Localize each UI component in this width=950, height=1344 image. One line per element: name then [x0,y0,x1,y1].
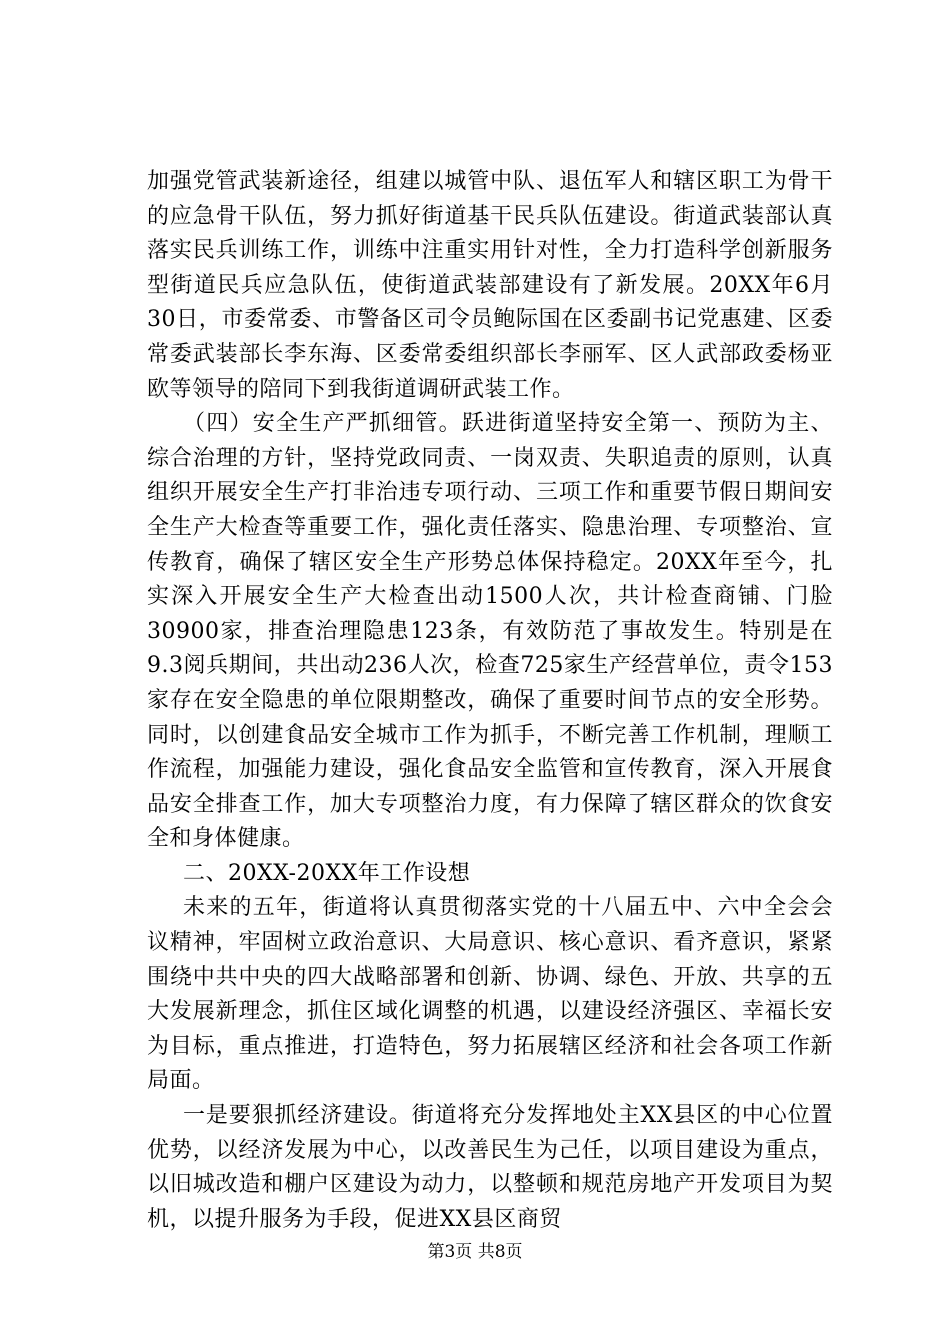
paragraph-five-year-outlook: 未来的五年，街道将认真贯彻落实党的十八届五中、六中全会会议精神，牢固树立政治意识、大局意识、核心意识、看齐意识，紧紧围绕中共中央的四大战略部署和创新、协调、绿色、开放、共享的五大发展新理念，抓住区域化调整的机遇，以建设经济强区、幸福长安为目标，重点推进，打造特色，努力拓展辖区经济和社会各项工作新局面。 [147,895,833,1094]
paragraph-economic-construction: 一是要狠抓经济建设。街道将充分发挥地处主XX县区的中心位置优势，以经济发展为中心，以改善民生为己任，以项目建设为重点，以旧城改造和棚户区建设为动力，以整顿和规范房地产开发项目为契机，以提升服务为手段，促进XX县区商贸 [147,1103,833,1232]
document-body [147,165,833,1237]
section-heading-work-plan: 二、20XX-20XX年工作设想 [183,860,471,886]
paragraph-militia: 加强党管武装新途径，组建以城管中队、退伍军人和辖区职工为骨干的应急骨干队伍，努力抓好街道基干民兵队伍建设。街道武装部认真落实民兵训练工作，训练中注重实用针对性，全力打造科学创新服务型街道民兵应急队伍，使街道武装部建设有了新发展。20XX年6月30日，市委常委、市警备区司令员鲍际国在区委副书记党惠建、区委常委武装部长李东海、区委常委组织部长李丽军、区人武部政委杨亚欧等领导的陪同下到我街道调研武装工作。 [147,169,833,402]
paragraph-safety-production: （四）安全生产严抓细管。跃进街道坚持安全第一、预防为主、综合治理的方针，坚持党政同责、一岗双责、失职追责的原则，认真组织开展安全生产打非治违专项行动、三项工作和重要节假日期间安全生产大检查等重要工作，强化责任落实、隐患治理、专项整治、宣传教育，确保了辖区安全生产形势总体保持稳定。20XX年至今，扎实深入开展安全生产大检查出动1500人次，共计检查商铺、门脸30900家，排查治理隐患123条，有效防范了事故发生。特别是在9.3阅兵期间，共出动236人次，检查725家生产经营单位，责令153家存在安全隐患的单位限期整改，确保了重要时间节点的安全形势。同时，以创建食品安全城市工作为抓手，不断完善工作机制，理顺工作流程，加强能力建设，强化食品安全监管和宣传教育，深入开展食品安全排查工作，加大专项整治力度，有力保障了辖区群众的饮食安全和身体健康。 [147,411,833,852]
page-number-footer: 第3页 共8页 [427,1242,523,1262]
